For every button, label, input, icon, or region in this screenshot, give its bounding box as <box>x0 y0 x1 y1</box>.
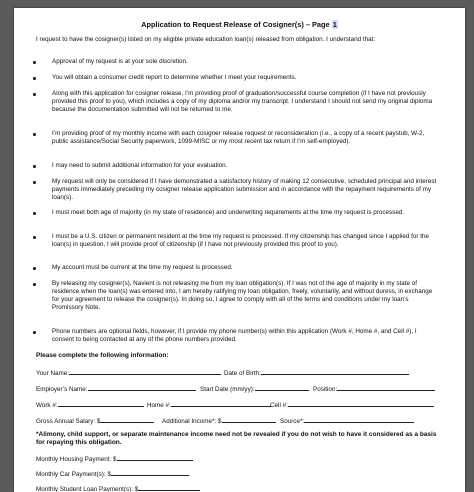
date-of-birth-input-line[interactable] <box>261 368 409 375</box>
bullet-item: I must be a U.S. citizen or permanent resident at the time my request is processed. If my citizenship has changed since I applied for the loan(s) in question, I will provide proof of citizenship (if I have not previously provided this proof to you). <box>52 233 440 249</box>
position-input-line[interactable] <box>337 384 435 391</box>
bullet-dot-icon <box>33 181 36 184</box>
cell-phone-field[interactable]: Cell #: <box>270 400 434 410</box>
start-date-field[interactable]: Start Date (mm/yy): <box>200 384 309 394</box>
your-name-field[interactable]: Your Name: <box>36 368 221 378</box>
car-payment-field[interactable]: Monthly Car Payment(s): $ <box>36 469 189 479</box>
bullet-dot-icon <box>33 61 36 64</box>
your-name-input-line[interactable] <box>69 368 221 375</box>
date-of-birth-field[interactable]: Date of Birth: <box>224 368 409 378</box>
bullet-item: I’m providing proof of my monthly income with each cosigner release request or reconsideration (i.e., a copy of a recent paystub, W-2, public assistance/Social Security paperwork, 1099-MISC or my most recent tax return if I’m self-employed). <box>52 130 440 146</box>
start-date-input-line[interactable] <box>255 384 309 391</box>
title-page-number: 1 <box>332 20 337 29</box>
bullet-dot-icon <box>33 93 36 96</box>
student-loan-payment-field[interactable]: Monthly Student Loan Payment(s): $ <box>36 484 200 492</box>
cell-phone-input-line[interactable] <box>288 400 434 407</box>
work-phone-input-line[interactable] <box>58 400 144 407</box>
housing-payment-field[interactable]: Monthly Housing Payment: $ <box>36 454 193 464</box>
title-text: Application to Request Release of Cosigner(s) – Page <box>141 20 332 29</box>
employer-name-input-line[interactable] <box>88 384 196 391</box>
bullet-item: You will obtain a consumer credit report to determine whether I meet your requirements. <box>52 74 440 82</box>
bullet-item: Approval of my request is at your sole discretion. <box>52 58 440 66</box>
bullet-item: My account must be current at the time my request is processed. <box>52 264 440 272</box>
bullet-item: By releasing my cosigner(s), Navient is not releasing me from my loan obligation(s). If I was not of the age of majority in my state of residence when the loan(s) was entered into, I am hereby ratifying my loan obligation, freely, voluntarily, and without duress, in exchange for your agreement to release the cosigner(s). In doing so, I agree to comply with all of the terms and conditions under my loan’s Promissory Note. <box>52 280 440 312</box>
work-phone-field[interactable]: Work #: <box>36 400 144 410</box>
bullet-item: My request will only be considered if I have demonstrated a satisfactory history of making 12 consecutive, scheduled principal and interest payments immediately preceding my cosigner release application submission and in accordance with the repayment requirements of my loan(s). <box>52 178 440 202</box>
document-page <box>14 8 465 492</box>
additional-income-field[interactable]: Additional Income*: $ <box>162 416 276 426</box>
bullet-dot-icon <box>33 133 36 136</box>
section-heading: Please complete the following information: <box>36 352 169 359</box>
bullet-item: Phone numbers are optional fields, however, if I provide my phone number(s) within this application (Work #, Home #, and Cell #), I consent to being contacted at any of the phone numbers provided. <box>52 328 440 344</box>
source-field[interactable]: Source*: <box>280 416 414 426</box>
gross-salary-field[interactable]: Gross Annual Salary: $ <box>36 416 154 426</box>
bullet-item: I must meet both age of majority (in my state of residence) and underwriting requirements at the time my request is processed. <box>52 209 440 217</box>
bullet-dot-icon <box>33 331 36 334</box>
employer-name-field[interactable]: Employer’s Name: <box>36 384 196 394</box>
bullet-dot-icon <box>33 212 36 215</box>
car-payment-input-line[interactable] <box>111 469 189 476</box>
student-loan-payment-input-line[interactable] <box>138 484 200 491</box>
gross-salary-input-line[interactable] <box>100 416 154 423</box>
home-phone-field[interactable]: Home #: <box>147 400 271 410</box>
alimony-note: *Alimony, child support, or separate maintenance income need not be revealed if you do not wish to have it considered as a basis for repaying this obligation. <box>36 431 437 447</box>
page-title <box>14 20 465 29</box>
bullet-item: Along with this application for cosigner release, I’m providing proof of graduation/successful course completion (if I have not previously provided this proof to you), which includes a copy of my diploma and/or my transcript. I understand I should not send my original diploma because the documentation submitted will not be returned to me. <box>52 90 440 114</box>
position-field[interactable]: Position: <box>313 384 435 394</box>
home-phone-input-line[interactable] <box>171 400 271 407</box>
additional-income-input-line[interactable] <box>222 416 276 423</box>
bullet-dot-icon <box>33 283 36 286</box>
bullet-dot-icon <box>33 267 36 270</box>
bullet-dot-icon <box>33 236 36 239</box>
bullet-dot-icon <box>33 165 36 168</box>
bullet-dot-icon <box>33 77 36 80</box>
housing-payment-input-line[interactable] <box>117 454 193 461</box>
bullet-item: I may need to submit additional information for your evaluation. <box>52 162 440 170</box>
intro-paragraph: I request to have the cosigner(s) listed on my eligible private education loan(s) released from obligation. I understand that: <box>36 36 376 43</box>
source-input-line[interactable] <box>304 416 414 423</box>
